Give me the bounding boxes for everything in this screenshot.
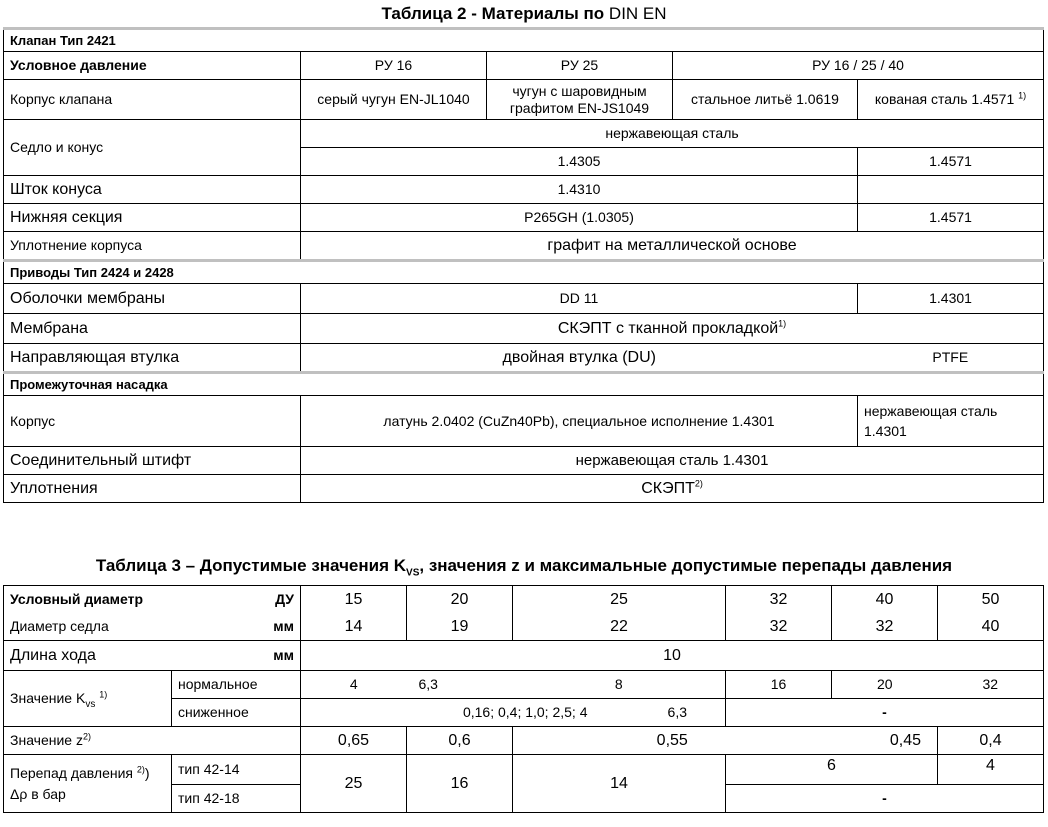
cell-dp-type1-50: 4 bbox=[938, 755, 1044, 785]
table2-title: Таблица 2 - Материалы по bbox=[381, 4, 605, 23]
cell-seat-top: нержавеющая сталь bbox=[301, 120, 1044, 148]
row-label: Соединительный штифт bbox=[4, 447, 301, 475]
cell-seat-1: 1.4305 bbox=[301, 148, 858, 176]
cell-dp-type2-right: - bbox=[726, 785, 1044, 813]
cell-pin: нержавеющая сталь 1.4301 bbox=[301, 447, 1044, 475]
cell-kvs: 4 bbox=[301, 671, 407, 699]
row-kvs-normal bbox=[4, 671, 1044, 699]
row-label: Длина хода мм bbox=[4, 641, 301, 671]
cell-cases-2: 1.4301 bbox=[858, 284, 1044, 314]
cell-dp-25: 14 bbox=[513, 755, 726, 813]
row-diaphragm-cases bbox=[4, 284, 1044, 314]
cell-dn: 32 bbox=[726, 586, 832, 614]
cell-dn: 50 bbox=[938, 586, 1044, 614]
cell-body-2: чугун с шаровидным графитом EN-JS1049 bbox=[487, 80, 673, 120]
row-label: Корпус bbox=[4, 396, 301, 447]
section-intermediate-label: Промежуточная насадка bbox=[4, 373, 1044, 396]
section-actuator bbox=[4, 261, 1044, 284]
cell-dp-type1-mid: 6 bbox=[726, 755, 938, 785]
row-label: Перепад давления $^{2)}$) Δρ в бар bbox=[4, 755, 172, 813]
row-label: Нижняя секция bbox=[4, 204, 301, 232]
cell-kvs-reduced-left: 0,16; 0,4; 1,0; 2,5; 4 bbox=[301, 699, 513, 727]
row-valve-body bbox=[4, 80, 1044, 120]
row-seat-diameter bbox=[4, 613, 1044, 641]
row-label: Шток конуса bbox=[4, 176, 301, 204]
table3-title-a: Таблица 3 – Допустимые значения K bbox=[95, 556, 407, 575]
cell-dp-15: 25 bbox=[301, 755, 407, 813]
section-intermediate bbox=[4, 373, 1044, 396]
row-label: Значение $K_{vs}$ $^{1)}$ bbox=[4, 671, 172, 727]
cell-stem: 1.4310 bbox=[301, 176, 858, 204]
cell-kvs: 32 bbox=[938, 671, 1044, 699]
cell-z: 0,65 bbox=[301, 727, 407, 755]
table3-title-b: , значения z и максимальные допустимые перепады давления bbox=[419, 556, 953, 575]
cell-pn162540: РУ 16 / 25 / 40 bbox=[673, 52, 1044, 80]
materials-table bbox=[3, 27, 1044, 503]
cell-kvs: 6,3 bbox=[407, 671, 513, 699]
row-seat-plug bbox=[4, 120, 1044, 148]
cell-housing-2: нержавеющая сталь 1.4301 bbox=[858, 396, 1044, 447]
cell-z: 0,6 bbox=[407, 727, 513, 755]
row-seals bbox=[4, 475, 1044, 503]
row-plug-stem bbox=[4, 176, 1044, 204]
cell-dn: 20 bbox=[407, 586, 513, 614]
cell-seat-dia: 14 bbox=[301, 613, 407, 641]
cell-seat-2: 1.4571 bbox=[858, 148, 1044, 176]
cell-body-4: кованая сталь 1.4571 $^{1)}$ bbox=[858, 80, 1044, 120]
row-label: Значение $z^{2)}$ bbox=[4, 727, 301, 755]
cell-lower-2: 1.4571 bbox=[858, 204, 1044, 232]
row-label: Мембрана bbox=[4, 314, 301, 344]
cell-body-1: серый чугун EN-JL1040 bbox=[301, 80, 487, 120]
table3-caption bbox=[0, 555, 1048, 577]
cell-pn25: РУ 25 bbox=[487, 52, 673, 80]
cell-bushing-1: двойная втулка (DU) bbox=[301, 344, 858, 373]
row-z-value bbox=[4, 727, 1044, 755]
row-label: Направляющая втулка bbox=[4, 344, 301, 373]
cell-cases-1: DD 11 bbox=[301, 284, 858, 314]
cell-dn: 25 bbox=[513, 586, 726, 614]
cell-seat-dia: 22 bbox=[513, 613, 726, 641]
cell-kvs-reduced-mid: 6,3 bbox=[513, 699, 726, 727]
row-label: Оболочки мембраны bbox=[4, 284, 301, 314]
cell-bushing-2: PTFE bbox=[858, 344, 1044, 373]
cell-dp-20: 16 bbox=[407, 755, 513, 813]
section-actuator-label: Приводы Тип 2424 и 2428 bbox=[4, 261, 1044, 284]
cell-gasket: графит на металлической основе bbox=[301, 232, 1044, 261]
cell-seals: СКЭПТ$^{2)}$ bbox=[301, 475, 1044, 503]
row-connecting-pin bbox=[4, 447, 1044, 475]
row-label: Уплотнение корпуса bbox=[4, 232, 301, 261]
cell-dn: 40 bbox=[832, 586, 938, 614]
cell-kvs: 8 bbox=[513, 671, 726, 699]
cell-kvs: 20 bbox=[832, 671, 938, 699]
dp-type1-label: тип 42-14 bbox=[172, 755, 301, 785]
cell-kvs-reduced-right: - bbox=[726, 699, 1044, 727]
cell-seat-dia: 19 bbox=[407, 613, 513, 641]
row-label: Условное давление bbox=[4, 52, 301, 80]
cell-z: 0,4 bbox=[938, 727, 1044, 755]
dp-type2-label: тип 42-18 bbox=[172, 785, 301, 813]
row-label: Условный диаметр ДУ bbox=[4, 586, 301, 614]
row-lower-section bbox=[4, 204, 1044, 232]
cell-z: 0,55 bbox=[513, 727, 832, 755]
table2-caption bbox=[0, 3, 1048, 25]
cell-travel: 10 bbox=[301, 641, 1044, 671]
cell-lower-1: P265GH (1.0305) bbox=[301, 204, 858, 232]
kvs-normal-label: нормальное bbox=[172, 671, 301, 699]
section-valve bbox=[4, 29, 1044, 52]
cell-kvs: 16 bbox=[726, 671, 832, 699]
row-travel bbox=[4, 641, 1044, 671]
cell-housing-1: латунь 2.0402 (CuZn40Pb), специальное исполнение 1.4301 bbox=[301, 396, 858, 447]
row-label: Уплотнения bbox=[4, 475, 301, 503]
cell-z: 0,45 bbox=[832, 727, 938, 755]
cell-seat-dia: 32 bbox=[832, 613, 938, 641]
row-label: Диаметр седла мм bbox=[4, 613, 301, 641]
kvs-reduced-label: сниженное bbox=[172, 699, 301, 727]
row-body-gasket bbox=[4, 232, 1044, 261]
row-nominal-size bbox=[4, 586, 1044, 614]
section-valve-label: Клапан Тип 2421 bbox=[4, 29, 1044, 52]
table3-title-sub: VS bbox=[406, 567, 420, 579]
row-guide-bushing bbox=[4, 344, 1044, 373]
row-pressure-drop-1 bbox=[4, 755, 1044, 785]
cell-dn: 15 bbox=[301, 586, 407, 614]
cell-seat-dia: 40 bbox=[938, 613, 1044, 641]
row-label: Корпус клапана bbox=[4, 80, 301, 120]
table2-title-suffix: DIN EN bbox=[608, 4, 667, 23]
row-label: Седло и конус bbox=[4, 120, 301, 176]
cell-diaphragm: СКЭПТ с тканной прокладкой$^{1)}$ bbox=[301, 314, 1044, 344]
cell-pn16: РУ 16 bbox=[301, 52, 487, 80]
kvs-table bbox=[3, 585, 1044, 813]
row-nominal-pressure bbox=[4, 52, 1044, 80]
row-housing bbox=[4, 396, 1044, 447]
cell-seat-dia: 32 bbox=[726, 613, 832, 641]
cell-body-3: стальное литьё 1.0619 bbox=[673, 80, 858, 120]
row-diaphragm bbox=[4, 314, 1044, 344]
